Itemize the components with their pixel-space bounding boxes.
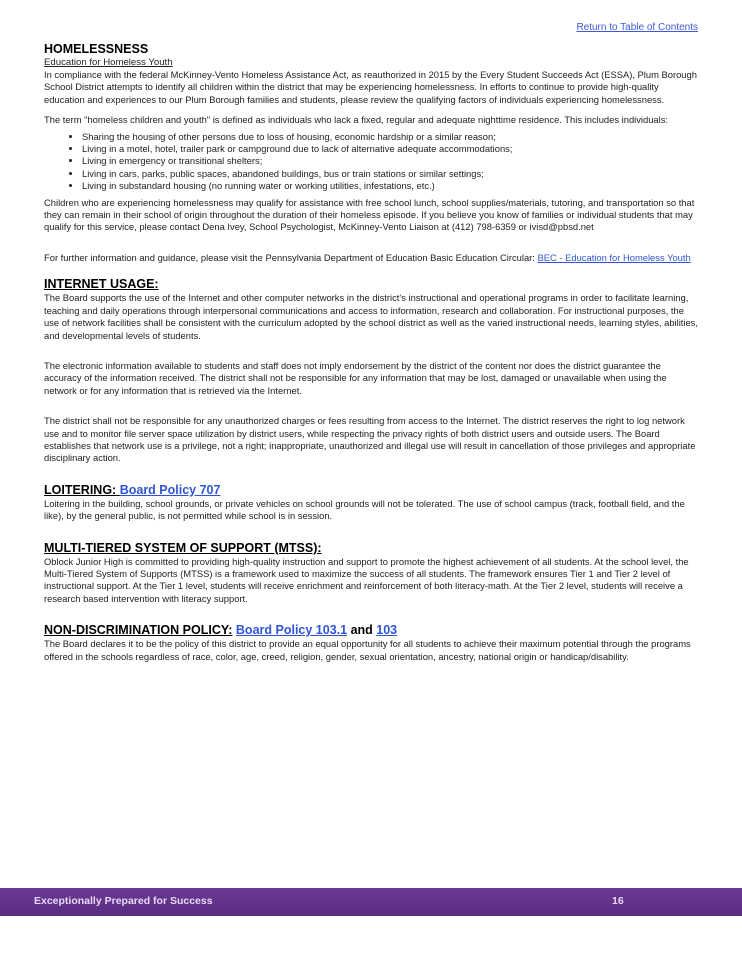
list-item: • Living in emergency or transitional shelters; <box>82 155 698 167</box>
list-item: • Sharing the housing of other persons due to loss of housing, economic hardship or a similar reason; <box>82 131 698 143</box>
loitering-heading <box>44 483 698 498</box>
bec-homeless-youth-link[interactable]: BEC - Education for Homeless Youth <box>537 251 691 263</box>
board-policy-103-link[interactable]: 103 <box>376 623 398 638</box>
homelessness-paragraph-4 <box>44 252 698 264</box>
non-discrimination-heading <box>44 623 698 638</box>
non-discrimination-title: NON-DISCRIMINATION POLICY: <box>44 623 233 638</box>
and-text: and <box>350 623 373 638</box>
mtss-paragraph: Oblock Junior High is committed to providing high-quality instruction and support to promote the highest achievement of all students. At the school level, the Multi-Tiered System of Supports (MTSS) is a framework used to maximize the success of all students. The framework ensures Tier 1 and Tier 2 level of instructional support. At the Tier 1 level, students will receive enrichment and reinforcement of both literacy-math. At the Tier 2 level, students will receive a research based intervention with literacy support. <box>44 555 689 604</box>
list-item: • Living in cars, parks, public spaces, abandoned buildings, bus or train stations or similar settings; <box>82 168 698 180</box>
board-policy-103-1-link[interactable]: Board Policy 103.1 <box>235 623 348 638</box>
homelessness-paragraph-3: Children who are experiencing homelessness may qualify for assistance with free school lunch, school supplies/materials, tutoring, and transportation so that they can remain in their school of origin throughout the duration of their homeless episode. If you believe you know of families or individual students that may qualify for this service, please contact Dena Ivey, School Psychologist, McKinney-Vento Liaison at (412) 798-6359 or ivisd@pbsd.net <box>44 196 695 233</box>
internet-paragraph-3: The district shall not be responsible for any unauthorized charges or fees resulting from access to the Internet. The district reserves the right to log network use and to monitor file server space utilization by district users, while respecting the privacy rights of both district users and outside users. The Board establishes that network use is a privilege, not a right; inappropriate, unauthorized and illegal use will result in cancellation of those privileges and appropriate disciplinary action. <box>44 415 696 464</box>
loitering-paragraph: Loitering in the building, school grounds, or private vehicles on school grounds will not be tolerated. The use of school campus (track, football field, and the like), by the general public, is not permitted while school is in session. <box>44 497 685 522</box>
page-footer-bar <box>0 888 742 916</box>
board-policy-707-link[interactable]: Board Policy 707 <box>119 482 221 497</box>
homelessness-paragraph-2: The term "homeless children and youth" is defined as individuals who lack a fixed, regular and adequate nighttime residence. This includes individuals: <box>44 114 669 126</box>
mtss-heading: MULTI-TIERED SYSTEM OF SUPPORT (MTSS): <box>44 540 322 555</box>
page-number: 16 <box>612 895 624 907</box>
internet-paragraph-1: The Board supports the use of the Internet and other computer networks in the district's instructional and operational programs in order to facilitate learning, teaching and daily operations through interpersonal communications and access to information, research and collaboration. For instructional purposes, the use of network facilities shall be consistent with the curriculum adopted by the school district as well as the varied instructional needs, learning styles, abilities, and developmental levels of students. <box>44 292 698 341</box>
homelessness-paragraph-4-text: For further information and guidance, please visit the Pennsylvania Department of Education Basic Education Circular: <box>44 251 535 263</box>
list-item: • Living in a motel, hotel, trailer park or campground due to lack of alternative adequate accommodations; <box>82 143 698 155</box>
non-discrimination-paragraph: The Board declares it to be the policy of this district to provide an equal opportunity for all students to achieve their maximum potential through the programs offered in the schools regardless of race, color, age, creed, religion, gender, sexual orientation, ancestry, national origin or handicap/disability. <box>44 638 691 662</box>
page-content <box>44 42 698 663</box>
loitering-title: LOITERING: <box>44 482 117 497</box>
homelessness-criteria-list <box>44 131 698 193</box>
homelessness-paragraph-1: In compliance with the federal McKinney-Vento Homeless Assistance Act, as reauthorized in 2015 by the Every Student Succeeds Act (ESSA), Plum Borough School District attempts to identify all children within the district that may be experiencing homelessness. In efforts to continue to provide high-quality education and experiences to our Plum Borough families and students, please review the qualifying factors of individuals experiencing homelessness. <box>44 69 697 105</box>
homelessness-heading: HOMELESSNESS <box>44 42 149 56</box>
internet-usage-heading: INTERNET USAGE: <box>44 277 159 292</box>
homelessness-subtitle: Education for Homeless Youth <box>44 57 173 68</box>
internet-paragraph-2: The electronic information available to students and staff does not imply endorsement by the district of the content nor does the district guarantee the accuracy of the information received. The district shall not be responsible for any information that may be lost, damaged or unavailable when using the network or for any information that is retrieved via the Internet. <box>44 359 667 396</box>
footer-tagline: Exceptionally Prepared for Success <box>34 895 213 907</box>
list-item: • Living in substandard housing (no running water or working utilities, infestations, etc.) <box>82 180 698 192</box>
return-to-toc-link[interactable]: Return to Table of Contents <box>576 22 698 33</box>
